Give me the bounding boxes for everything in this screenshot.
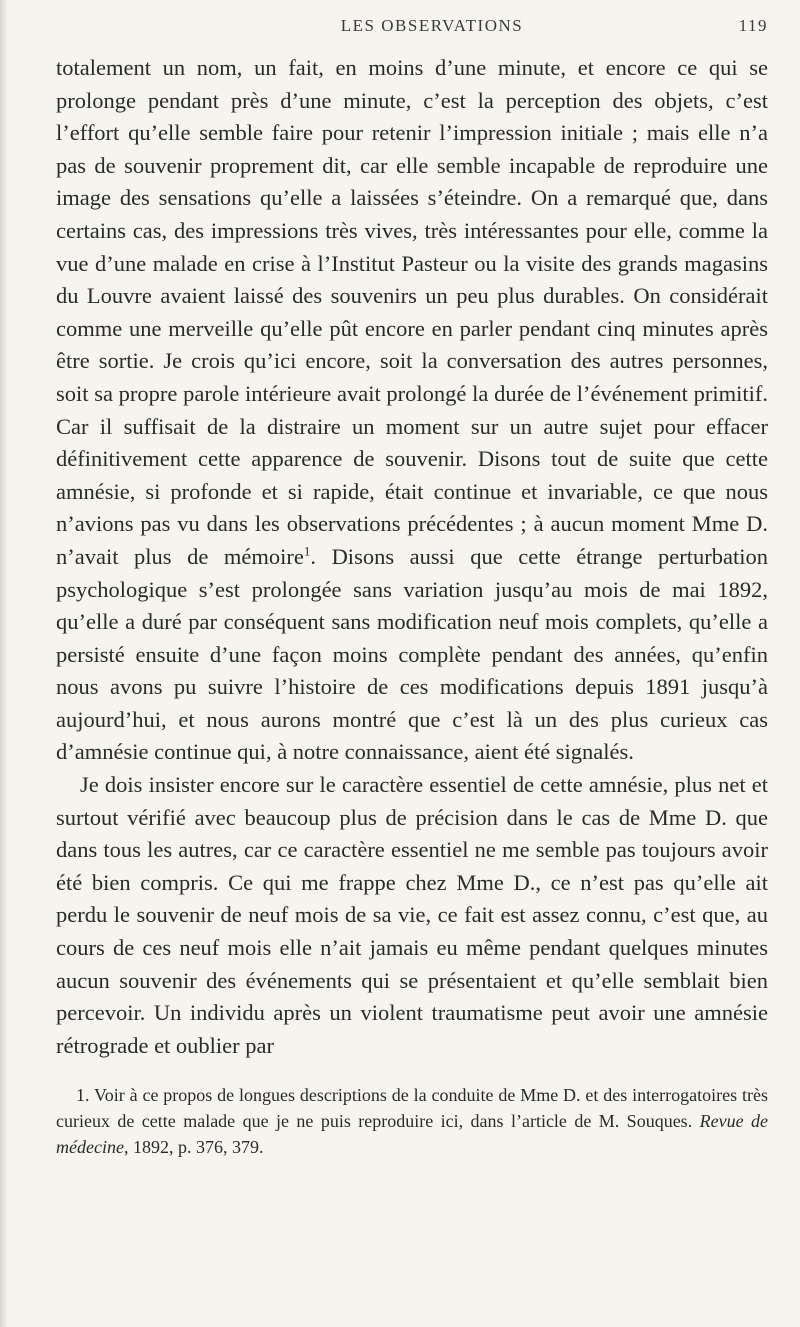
footnote-text: Voir à ce propos de longues descriptions de la conduite de Mme D. et des interrogatoires très curieux de cette malade que je ne puis reproduire ici, dans l’article de M. Souques. [56, 1085, 768, 1132]
paragraph-1-text: totalement un nom, un fait, en moins d’une minute, et encore ce qui se prolonge pendant près d’une minute, c’est la perception des objets, c’est l’effort qu’elle semble faire pour retenir l’impression initiale ; mais elle n’a pas de souvenir proprement dit, car elle semble incapable de reproduire une image des sensations qu’elle a laissées s’éteindre. On a remarqué que, dans certains cas, des impressions très vives, très intéressantes pour elle, comme la vue d’une malade en crise à l’Institut Pasteur ou la visite des grands magasins du Louvre avaient laissé des souvenirs un peu plus durables. On considérait comme une merveille qu’elle pût encore en parler pendant cinq minutes après être sortie. Je crois qu’ici encore, soit la conversation des autres personnes, soit sa propre parole intérieure avait prolongé la durée de l’événement primitif. Car il suffisait de la distraire un moment sur un autre sujet pour effacer définitivement cette apparence de souvenir. Disons tout de suite que cette amnésie, si profonde et si rapide, était continue et invariable, ce que nous n’avions pas vu dans les observations précédentes ; à aucun moment Mme D. n’avait plus de mémoire [56, 55, 768, 569]
page-spine-shadow [0, 0, 8, 1327]
running-title: LES OBSERVATIONS [340, 16, 524, 35]
page-number: 119 [738, 16, 768, 35]
paragraph-1: totalement un nom, un fait, en moins d’une minute, et encore ce qui se prolonge pendant près d’une minute, c’est la perception des objets, c’est l’effort qu’elle semble faire pour retenir l’impression initiale ; mais elle n’a pas de souvenir proprement dit, car elle semble incapable de reproduire une image des sensations qu’elle a laissées s’éteindre. On a remarqué que, dans certains cas, des impressions très vives, très intéressantes pour elle, comme la vue d’une malade en crise à l’Institut Pasteur ou la visite des grands magasins du Louvre avaient laissé des souvenirs un peu plus durables. On considérait comme une merveille qu’elle pût encore en parler pendant cinq minutes après être sortie. Je crois qu’ici encore, soit la conversation des autres personnes, soit sa propre parole intérieure avait prolongé la durée de l’événement primitif. Car il suffisait de la distraire un moment sur un autre sujet pour effacer définitivement cette apparence de souvenir. Disons tout de suite que cette amnésie, si profonde et si rapide, était continue et invariable, ce que nous n’avions pas vu dans les observations précédentes ; à aucun moment Mme D. n’avait plus de mémoire$^1$. Disons aussi que cette étrange perturbation psychologique s’est prolongée sans variation jusqu’au mois de mai 1892, qu’elle a duré par conséquent sans modification neuf mois complets, qu’elle a persisté ensuite d’une façon moins complète pendant des années, qu’enfin nous avons pu suivre l’histoire de ces modifications depuis 1891 jusqu’à aujourd’hui, et nous aurons montré que c’est là un des plus curieux cas d’amnésie continue qui, à notre connaissance, aient été signalés. [56, 55, 768, 765]
footnote-reference: 1 [303, 543, 311, 559]
footnotes [56, 1082, 768, 1160]
footnote-citation: , 1892, p. 376, 379. [123, 1137, 264, 1158]
footnote-number: 1. [76, 1085, 90, 1106]
book-page [56, 12, 768, 1160]
running-head [56, 12, 768, 42]
footnote-1 [56, 1082, 768, 1160]
paragraph-2: Je dois insister encore sur le caractère essentiel de cette amnésie, plus net et surtout vérifié avec beaucoup plus de précision dans le cas de Mme D. que dans tous les autres, car ce caractère essentiel ne me semble pas toujours avoir été bien compris. Ce qui me frappe chez Mme D., ce n’est pas qu’elle ait perdu le souvenir de neuf mois de sa vie, ce fait est assez connu, c’est que, au cours de ces neuf mois elle n’ait jamais eu même pendant quelques minutes aucun souvenir des événements qui se présentaient et qu’elle semblait bien percevoir. Un individu après un violent traumatisme peut avoir une amnésie rétrograde et oublier par [56, 772, 768, 1058]
paragraph-1-continuation: Disons aussi que cette étrange perturbation psychologique s’est prolongée sans variation jusqu’au mois de mai 1892, qu’elle a duré par conséquent sans modification neuf mois complets, qu’elle a persisté ensuite d’une façon moins complète pendant des années, qu’enfin nous avons pu suivre l’histoire de ces modifications depuis 1891 jusqu’à aujourd’hui, et nous aurons montré que c’est là un des plus curieux cas d’amnésie continue qui, à notre connaissance, aient été signalés. [56, 543, 768, 765]
footnote-journal: Revue de médecine [56, 1111, 768, 1158]
body-text [56, 52, 768, 1062]
